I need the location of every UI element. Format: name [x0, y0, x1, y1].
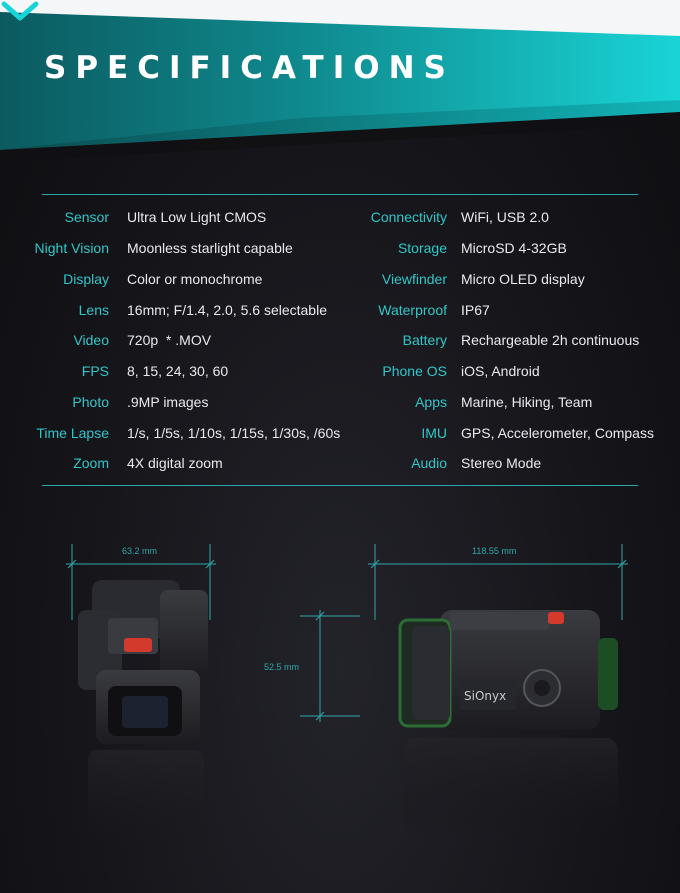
spec-label: Apps — [415, 394, 447, 410]
spec-label: Display — [63, 271, 109, 287]
spec-row — [0, 392, 680, 412]
spec-label: Lens — [78, 302, 109, 318]
spec-label: Storage — [397, 240, 447, 256]
spec-row — [0, 238, 680, 258]
spec-label: Phone OS — [382, 363, 447, 379]
spec-value: Marine, Hiking, Team — [461, 394, 593, 410]
page-title: SPECIFICATIONS — [44, 50, 455, 86]
spec-value: 720p * .MOV — [127, 332, 212, 348]
spec-value: Rechargeable 2h continuous — [461, 332, 640, 348]
spec-row — [0, 453, 680, 473]
spec-value: Moonless starlight capable — [127, 240, 293, 256]
brand-logo: SiOnyx — [464, 689, 507, 703]
spec-value: 8, 15, 24, 30, 60 — [127, 363, 229, 379]
spec-label: Waterproof — [378, 302, 447, 318]
camera-side-view — [400, 610, 618, 838]
spec-row — [0, 361, 680, 381]
spec-label: Night Vision — [34, 240, 109, 256]
spec-value: 16mm; F/1.4, 2.0, 5.6 selectable — [127, 302, 327, 318]
spec-label: IMU — [421, 425, 447, 441]
spec-label: Connectivity — [370, 209, 447, 225]
spec-value: GPS, Accelerometer, Compass — [461, 425, 654, 441]
spec-label: Zoom — [73, 455, 109, 471]
spec-value: Micro OLED display — [461, 271, 585, 287]
camera-front-view — [78, 580, 208, 860]
spec-label: Audio — [411, 455, 447, 471]
spec-row — [0, 330, 680, 350]
side-height-label: 52.5 mm — [264, 662, 300, 672]
spec-row — [0, 269, 680, 289]
spec-row — [0, 207, 680, 227]
spec-value: MicroSD 4-32GB — [461, 240, 567, 256]
spec-label: Viewfinder — [381, 271, 447, 287]
spec-label: Sensor — [64, 209, 109, 225]
spec-row — [0, 300, 680, 320]
spec-label: Battery — [402, 332, 447, 348]
spec-label: Time Lapse — [36, 425, 109, 441]
spec-value: 4X digital zoom — [127, 455, 223, 471]
product-dimension-drawing — [0, 530, 680, 893]
spec-value: Ultra Low Light CMOS — [127, 209, 267, 225]
front-width-label: 63.2 mm — [122, 546, 158, 556]
spec-value: IP67 — [461, 302, 490, 318]
spec-bottom-divider — [42, 485, 638, 486]
side-width-label: 118.55 mm — [472, 546, 517, 556]
spec-label: Video — [73, 332, 109, 348]
spec-value: iOS, Android — [461, 363, 540, 379]
header-banner — [0, 0, 680, 160]
spec-value: 1/s, 1/5s, 1/10s, 1/15s, 1/30s, /60s — [127, 425, 341, 441]
spec-value: Stereo Mode — [461, 455, 542, 471]
spec-label: FPS — [81, 363, 109, 379]
chevron-down-icon[interactable] — [0, 0, 40, 24]
spec-top-divider — [42, 194, 638, 195]
spec-label: Photo — [72, 394, 109, 410]
spec-value: WiFi, USB 2.0 — [461, 209, 549, 225]
spec-value: Color or monochrome — [127, 271, 263, 287]
spec-row — [0, 423, 680, 443]
spec-value: .9MP images — [127, 394, 209, 410]
